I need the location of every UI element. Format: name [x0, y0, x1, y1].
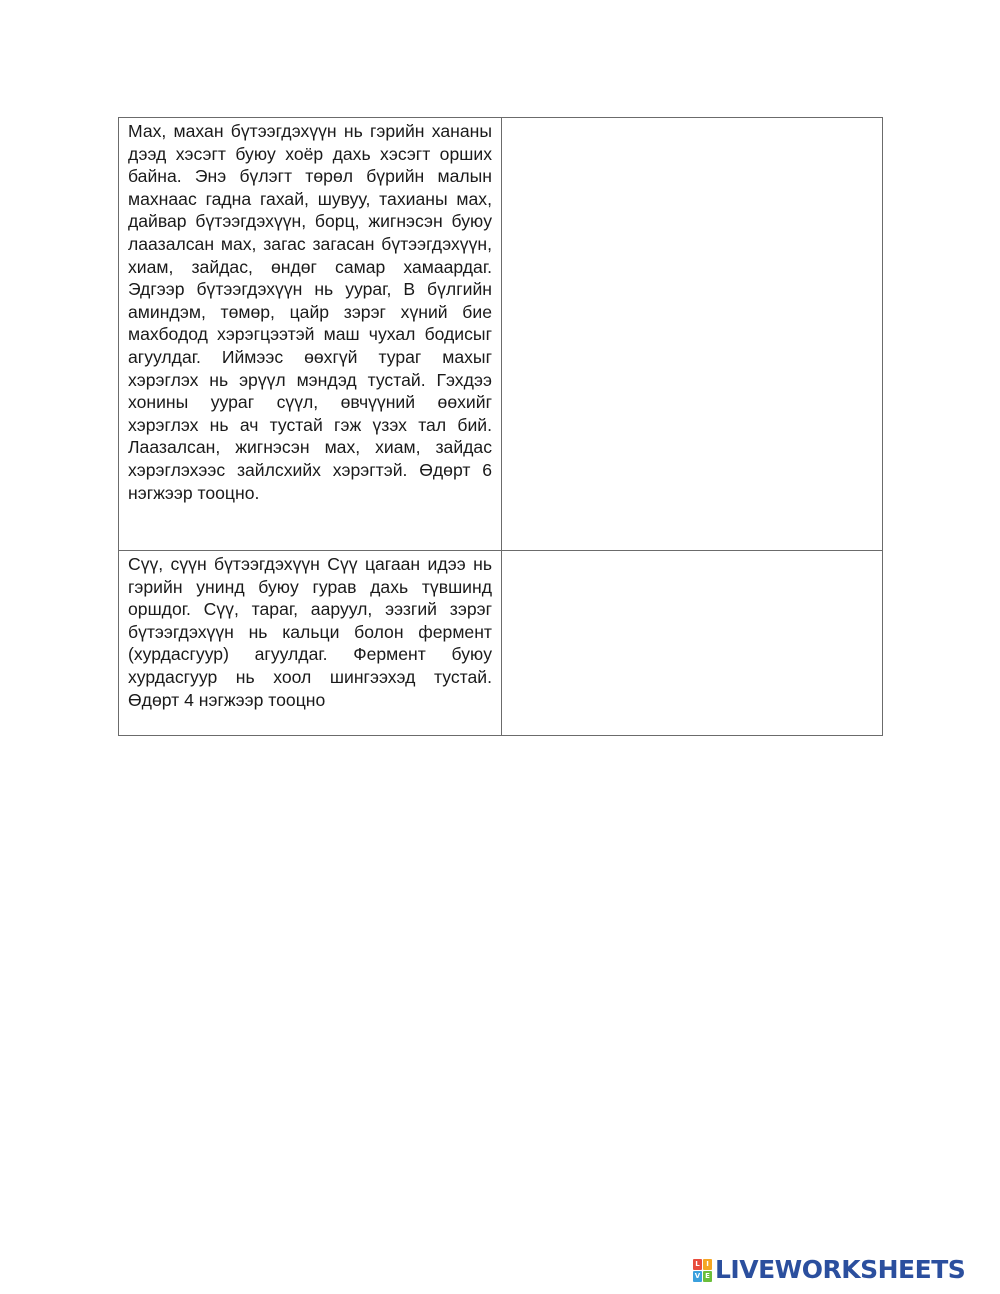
logo-tile: V [694, 1272, 701, 1280]
brand-name: LIVEWORKSHEETS [715, 1255, 966, 1284]
table-cell-answer[interactable] [502, 118, 883, 551]
logo-tile: L [693, 1259, 702, 1270]
table-row [119, 118, 883, 551]
table-cell-answer[interactable] [502, 551, 883, 736]
liveworksheets-logo [693, 1256, 965, 1284]
table-row [119, 551, 883, 736]
logo-icon [693, 1259, 712, 1282]
table-cell-text: Мах, махан бүтээгдэхүүн нь гэрийн хананы дээд хэсэгт буюу хоёр дахь хэсэгт орших байна. Энэ бүлэгт төрөл бүрийн малын махнаас гадна гахай, шувуу, тахианы мах, дайвар бүтээгдэхүүн, борц, жигнэсэн буюу лаазалсан мах, загас загасан бүтээгдэхүүн, хиам, зайдас, өндөг самар хамаардаг. Эдгээр бүтээгдэхүүн нь уураг, В бүлгийн аминдэм, төмөр, цайр зэрэг хүний бие махбодод хэрэгцээтэй маш чухал бодисыг агуулдаг. Иймээс өөхгүй тураг махыг хэрэглэх нь эрүүл мэндэд тустай. Гэхдээ хонины уураг сүүл, өвчүүний өөхийг хэрэглэх нь ач тустай гэж үзэх тал бий. Лаазалсан, жигнэсэн мах, хиам, зайдас хэрэглэхээс зайлсхийх хэрэгтэй. Өдөрт 6 нэгжээр тооцно. [119, 118, 502, 551]
logo-tile: I [703, 1259, 712, 1270]
logo-tile: E [703, 1271, 712, 1282]
content-table [118, 117, 883, 736]
table-cell-text: Сүү, сүүн бүтээгдэхүүн Сүү цагаан идээ нь гэрийн унинд буюу гурав дахь түвшинд оршдог. Сүү, тараг, ааруул, ээзгий зэрэг бүтээгдэхүүн нь кальци болон фермент (хурдасгуур) агуулдаг. Фермент буюу хурдасгуур нь хоол шингээхэд тустай. Өдөрт 4 нэгжээр тооцно [119, 551, 502, 736]
